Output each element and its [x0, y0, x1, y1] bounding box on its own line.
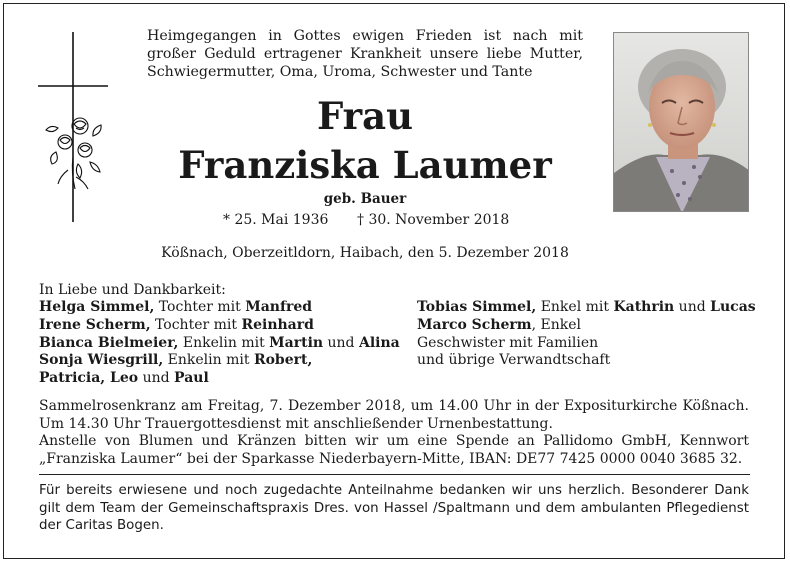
thanks-text: Für bereits erwiesene und noch zugedachte Anteilnahme bedanken wir uns herzlich. Besonderer Dank gilt dem Team der Gemeinschaftspraxis Dres. von Hassel /Spaltmann und dem ambulanten Pflegedienst der Caritas Bogen.: [39, 483, 749, 533]
mourner-line: [39, 299, 400, 317]
mourner-relation: und: [138, 370, 175, 387]
mourner-line: [39, 370, 400, 388]
mourner-name: Bianca Bielmeier,: [39, 334, 179, 351]
mourner-name: Paul: [174, 370, 209, 387]
mourner-name: Patricia, Leo: [39, 370, 139, 387]
mourner-line: [39, 335, 400, 353]
mourners-right-column: [417, 299, 756, 370]
mourner-line: [417, 299, 756, 317]
mourner-relation: und: [323, 334, 359, 351]
place-and-date: Kößnach, Oberzeitldorn, Haibach, den 5. Dezember 2018: [161, 245, 569, 261]
birth-date: * 25. Mai 1936: [223, 212, 329, 228]
death-date: † 30. November 2018: [357, 212, 510, 228]
mourner-relation: Tochter mit: [154, 299, 246, 315]
divider: [39, 474, 750, 475]
mourner-name: Manfred: [245, 299, 313, 315]
mourner-line: [417, 335, 756, 353]
mourner-name: Irene Scherm,: [39, 316, 151, 333]
mourner-relation: Enkelin mit: [163, 352, 254, 369]
mourner-name: Reinhard: [241, 316, 314, 333]
mourner-line: [39, 352, 400, 370]
cross-with-roses-icon: [38, 32, 108, 222]
mourner-name: Helga Simmel,: [39, 299, 155, 315]
honorific-title: Frau: [317, 94, 413, 138]
intro-text: Heimgegangen in Gottes ewigen Frieden ist nach mit großer Geduld ertragener Krankheit unsere liebe Mutter, Schwiegermutter, Oma, Uroma, Schwester und Tante: [147, 28, 583, 80]
mourner-relation: Enkelin mit: [178, 334, 270, 351]
mourner-name: Kathrin: [613, 299, 675, 315]
mourner-name: Tobias Simmel,: [417, 299, 537, 315]
mourner-relation: und: [674, 299, 711, 315]
mourner-relation: , Enkel: [531, 316, 581, 333]
mourner-name: Alina: [358, 334, 400, 351]
portrait-photo: [613, 32, 749, 212]
mourners-left-column: [39, 299, 400, 388]
mourner-relation: und übrige Verwandtschaft: [417, 352, 611, 369]
mourner-name: Lucas: [710, 299, 756, 315]
donation-text: Anstelle von Blumen und Kränzen bitten wir um eine Spende an Pallidomo GmbH, Kennwort „Franziska Laumer“ bei der Sparkasse Niederbayern-Mitte, IBAN: DE77 7425 0000 0040 3685 32.: [39, 433, 749, 467]
mourner-name: Robert,: [253, 352, 313, 369]
mourner-line: [417, 352, 756, 370]
mourner-name: Marco Scherm: [417, 316, 532, 333]
mourner-name: Martin: [269, 334, 324, 351]
mourners-heading: In Liebe und Dankbarkeit:: [39, 282, 226, 298]
mourner-relation: Geschwister mit Familien: [417, 334, 599, 351]
mourner-relation: Tochter mit: [150, 316, 242, 333]
birth-name: geb. Bauer: [323, 191, 407, 207]
deceased-name: Franziska Laumer: [178, 143, 552, 187]
mourner-relation: Enkel mit: [536, 299, 614, 315]
mourner-line: [417, 317, 756, 335]
mourner-line: [39, 317, 400, 335]
mourner-name: Sonja Wiesgrill,: [39, 352, 164, 369]
rosary-service-text: Sammelrosenkranz am Freitag, 7. Dezember 2018, um 14.00 Uhr in der Expositurkirche Kößnach. Um 14.30 Uhr Trauergottesdienst mit anschließender Urnenbestattung.: [39, 398, 749, 432]
